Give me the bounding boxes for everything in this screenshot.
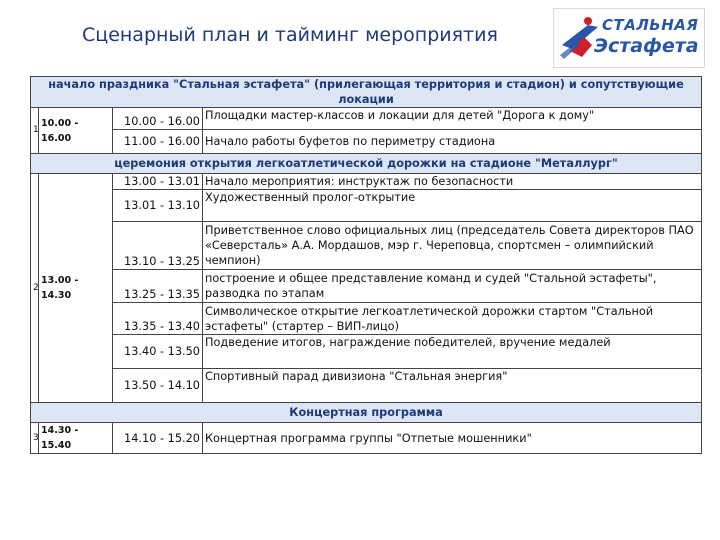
description-cell: построение и общее представление команд и судей "Стальной эстафеты", разводка по этапам [203,270,702,303]
description-cell: Приветственное слово официальных лиц (председатель Совета директоров ПАО «Северсталь» А.А. Мордашов, мэр г. Череповца, спортсмен – олимпийский чемпион) [203,222,702,270]
time-cell: 13.01 - 13.10 [113,190,203,222]
table-row [31,108,702,130]
table-row [31,423,702,454]
row-number: 2 [31,174,39,403]
table-row [31,174,702,190]
table-row [31,190,702,222]
section-header [31,154,702,174]
description-cell: Концертная программа группы "Отпетые мошенники" [203,423,702,454]
time-cell: 13.10 - 13.25 [113,222,203,270]
description-cell: Художественный пролог-открытие [203,190,702,222]
period-cell: 10.00 - 16.00 [39,108,113,154]
time-cell: 13.25 - 13.35 [113,270,203,303]
table-row [31,222,702,270]
description-cell: Символическое открытие легкоатлетической дорожки стартом "Стальной эстафеты" (стартер – ВИП-лицо) [203,303,702,335]
row-number: 3 [31,423,39,454]
description-cell: Начало работы буфетов по периметру стадиона [203,130,702,154]
logo-text-line2: Эстафета [594,35,699,57]
time-cell: 10.00 - 16.00 [113,108,203,130]
time-cell: 13.00 - 13.01 [113,174,203,190]
table-row [31,303,702,335]
time-cell: 13.35 - 13.40 [113,303,203,335]
section-header-label: Концертная программа [31,403,702,423]
time-cell: 13.50 - 14.10 [113,369,203,403]
section-header [31,77,702,108]
page-title: Сценарный план и тайминг мероприятия [82,24,498,46]
section-header-label: начало праздника "Стальная эстафета" (прилегающая территория и стадион) и сопутствующие локации [31,77,702,108]
description-cell: Спортивный парад дивизиона "Стальная энергия" [203,369,702,403]
time-cell: 13.40 - 13.50 [113,335,203,369]
description-cell: Подведение итогов, награждение победителей, вручение медалей [203,335,702,369]
section-header-label: церемония открытия легкоатлетической дорожки на стадионе "Металлург" [31,154,702,174]
section-header [31,403,702,423]
logo [553,8,705,68]
period-cell: 14.30 - 15.40 [39,423,113,454]
schedule-table [30,76,702,454]
logo-text-line1: СТАЛЬНАЯ [602,16,699,34]
period-cell: 13.00 - 14.30 [39,174,113,403]
row-number: 1 [31,108,39,154]
table-row [31,335,702,369]
table-row [31,369,702,403]
description-cell: Начало мероприятия: инструктаж по безопасности [203,174,702,190]
table-row [31,270,702,303]
description-cell: Площадки мастер-классов и локации для детей "Дорога к дому" [203,108,702,130]
time-cell: 11.00 - 16.00 [113,130,203,154]
time-cell: 14.10 - 15.20 [113,423,203,454]
table-row [31,130,702,154]
